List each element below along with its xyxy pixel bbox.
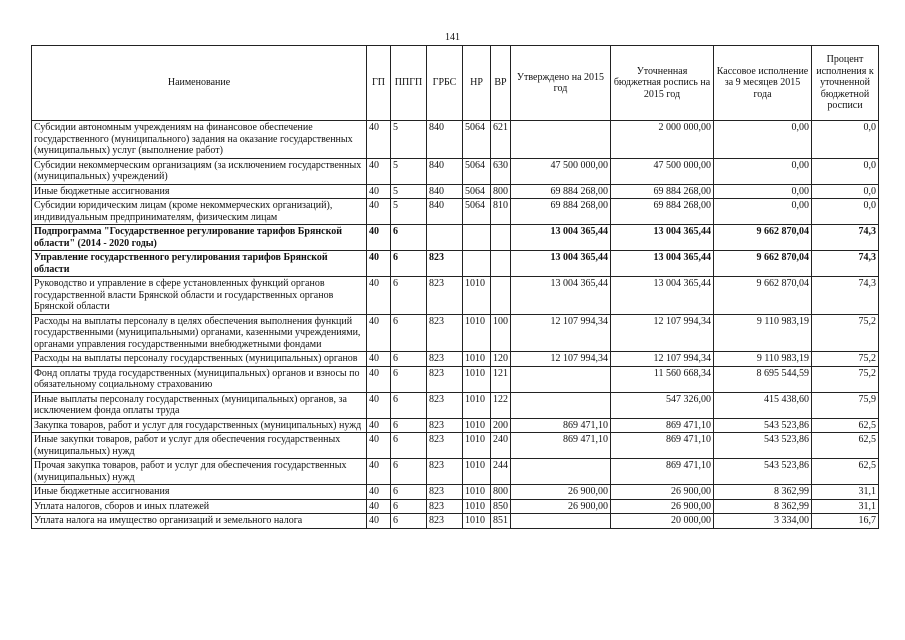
cell-gp: 40 bbox=[367, 459, 391, 485]
cell-cash: 0,00 bbox=[714, 158, 812, 184]
cell-approved bbox=[511, 392, 611, 418]
cell-gp: 40 bbox=[367, 225, 391, 251]
cell-revised: 69 884 268,00 bbox=[611, 199, 714, 225]
cell-gp: 40 bbox=[367, 418, 391, 433]
cell-ppgp: 6 bbox=[391, 514, 427, 529]
table-row bbox=[32, 158, 879, 184]
cell-grbs: 840 bbox=[427, 199, 463, 225]
cell-grbs: 823 bbox=[427, 433, 463, 459]
table-row bbox=[32, 499, 879, 514]
cell-revised: 13 004 365,44 bbox=[611, 225, 714, 251]
table-row bbox=[32, 352, 879, 367]
cell-cash: 543 523,86 bbox=[714, 418, 812, 433]
cell-grbs: 823 bbox=[427, 514, 463, 529]
cell-name: Иные закупки товаров, работ и услуг для обеспечения государственных (муниципальных) нужд bbox=[32, 433, 367, 459]
cell-revised: 2 000 000,00 bbox=[611, 121, 714, 159]
cell-cash: 9 662 870,04 bbox=[714, 251, 812, 277]
cell-name: Расходы на выплаты персоналу государственных (муниципальных) органов bbox=[32, 352, 367, 367]
cell-revised: 20 000,00 bbox=[611, 514, 714, 529]
header-ppgp: ППГП bbox=[391, 46, 427, 121]
cell-vr: 621 bbox=[491, 121, 511, 159]
cell-gp: 40 bbox=[367, 485, 391, 500]
cell-nr: 1010 bbox=[463, 366, 491, 392]
cell-name: Фонд оплаты труда государственных (муниципальных) органов и взносы по обязательному социальному страхованию bbox=[32, 366, 367, 392]
cell-percent: 75,2 bbox=[812, 314, 879, 352]
cell-revised: 26 900,00 bbox=[611, 499, 714, 514]
cell-name: Иные бюджетные ассигнования bbox=[32, 485, 367, 500]
table-row bbox=[32, 392, 879, 418]
cell-gp: 40 bbox=[367, 184, 391, 199]
budget-execution-table bbox=[31, 45, 879, 529]
table-row bbox=[32, 277, 879, 315]
cell-percent: 62,5 bbox=[812, 418, 879, 433]
cell-revised: 47 500 000,00 bbox=[611, 158, 714, 184]
table-row bbox=[32, 433, 879, 459]
cell-nr: 5064 bbox=[463, 199, 491, 225]
cell-approved bbox=[511, 121, 611, 159]
cell-gp: 40 bbox=[367, 366, 391, 392]
cell-cash: 0,00 bbox=[714, 121, 812, 159]
table-row bbox=[32, 251, 879, 277]
cell-vr: 851 bbox=[491, 514, 511, 529]
cell-cash: 3 334,00 bbox=[714, 514, 812, 529]
cell-name: Субсидии некоммерческим организациям (за исключением государственных (муниципальных) учреждений) bbox=[32, 158, 367, 184]
cell-grbs: 840 bbox=[427, 184, 463, 199]
cell-vr: 120 bbox=[491, 352, 511, 367]
cell-nr: 1010 bbox=[463, 392, 491, 418]
cell-name: Подпрограмма "Государственное регулирование тарифов Брянской области" (2014 - 2020 годы) bbox=[32, 225, 367, 251]
cell-cash: 543 523,86 bbox=[714, 459, 812, 485]
cell-grbs: 823 bbox=[427, 485, 463, 500]
cell-percent: 31,1 bbox=[812, 485, 879, 500]
header-nr: НР bbox=[463, 46, 491, 121]
cell-revised: 26 900,00 bbox=[611, 485, 714, 500]
cell-nr: 1010 bbox=[463, 277, 491, 315]
cell-percent: 0,0 bbox=[812, 158, 879, 184]
cell-revised: 69 884 268,00 bbox=[611, 184, 714, 199]
cell-ppgp: 6 bbox=[391, 366, 427, 392]
cell-cash: 8 362,99 bbox=[714, 499, 812, 514]
cell-revised: 12 107 994,34 bbox=[611, 352, 714, 367]
header-gp: ГП bbox=[367, 46, 391, 121]
cell-nr: 1010 bbox=[463, 485, 491, 500]
cell-grbs: 823 bbox=[427, 352, 463, 367]
cell-grbs: 823 bbox=[427, 366, 463, 392]
cell-grbs: 840 bbox=[427, 158, 463, 184]
cell-percent: 62,5 bbox=[812, 433, 879, 459]
cell-revised: 869 471,10 bbox=[611, 418, 714, 433]
table-row bbox=[32, 225, 879, 251]
cell-name: Субсидии юридическим лицам (кроме некоммерческих организаций), индивидуальным предпринимателям, физическим лицам bbox=[32, 199, 367, 225]
cell-approved: 47 500 000,00 bbox=[511, 158, 611, 184]
table-row bbox=[32, 459, 879, 485]
table-row bbox=[32, 121, 879, 159]
cell-gp: 40 bbox=[367, 121, 391, 159]
cell-name: Уплата налогов, сборов и иных платежей bbox=[32, 499, 367, 514]
table-row bbox=[32, 184, 879, 199]
cell-vr: 810 bbox=[491, 199, 511, 225]
cell-approved: 869 471,10 bbox=[511, 418, 611, 433]
cell-nr: 1010 bbox=[463, 352, 491, 367]
cell-vr bbox=[491, 277, 511, 315]
table-header-row bbox=[32, 46, 879, 121]
header-name: Наименование bbox=[32, 46, 367, 121]
cell-ppgp: 6 bbox=[391, 433, 427, 459]
cell-grbs: 823 bbox=[427, 277, 463, 315]
cell-approved: 13 004 365,44 bbox=[511, 225, 611, 251]
table-body bbox=[32, 121, 879, 529]
cell-vr: 800 bbox=[491, 184, 511, 199]
cell-approved: 12 107 994,34 bbox=[511, 352, 611, 367]
cell-approved: 13 004 365,44 bbox=[511, 251, 611, 277]
cell-cash: 9 662 870,04 bbox=[714, 277, 812, 315]
cell-nr: 5064 bbox=[463, 158, 491, 184]
cell-nr: 1010 bbox=[463, 514, 491, 529]
table-row bbox=[32, 199, 879, 225]
cell-vr bbox=[491, 225, 511, 251]
cell-approved: 26 900,00 bbox=[511, 499, 611, 514]
table-row bbox=[32, 485, 879, 500]
header-approved: Утверждено на 2015 год bbox=[511, 46, 611, 121]
cell-cash: 543 523,86 bbox=[714, 433, 812, 459]
cell-vr: 850 bbox=[491, 499, 511, 514]
cell-nr: 1010 bbox=[463, 314, 491, 352]
cell-cash: 8 362,99 bbox=[714, 485, 812, 500]
cell-cash: 0,00 bbox=[714, 199, 812, 225]
cell-gp: 40 bbox=[367, 251, 391, 277]
cell-vr: 200 bbox=[491, 418, 511, 433]
cell-ppgp: 5 bbox=[391, 199, 427, 225]
header-cash: Кассовое исполнение за 9 месяцев 2015 года bbox=[714, 46, 812, 121]
cell-grbs: 823 bbox=[427, 499, 463, 514]
cell-name: Расходы на выплаты персоналу в целях обеспечения выполнения функций государственными (муниципальными) органами, казенными учреждениями, органами управления государственными внебюджетными фондами bbox=[32, 314, 367, 352]
table-row bbox=[32, 514, 879, 529]
cell-vr: 800 bbox=[491, 485, 511, 500]
header-revised: Уточненная бюджетная роспись на 2015 год bbox=[611, 46, 714, 121]
cell-gp: 40 bbox=[367, 514, 391, 529]
cell-ppgp: 6 bbox=[391, 352, 427, 367]
cell-vr: 121 bbox=[491, 366, 511, 392]
cell-approved: 69 884 268,00 bbox=[511, 199, 611, 225]
cell-gp: 40 bbox=[367, 499, 391, 514]
cell-grbs bbox=[427, 225, 463, 251]
cell-gp: 40 bbox=[367, 277, 391, 315]
cell-percent: 0,0 bbox=[812, 121, 879, 159]
cell-revised: 12 107 994,34 bbox=[611, 314, 714, 352]
cell-gp: 40 bbox=[367, 158, 391, 184]
cell-cash: 9 110 983,19 bbox=[714, 352, 812, 367]
cell-vr: 240 bbox=[491, 433, 511, 459]
cell-ppgp: 6 bbox=[391, 418, 427, 433]
cell-gp: 40 bbox=[367, 433, 391, 459]
cell-percent: 31,1 bbox=[812, 499, 879, 514]
cell-nr: 1010 bbox=[463, 459, 491, 485]
page-number: 141 bbox=[445, 32, 460, 43]
cell-name: Прочая закупка товаров, работ и услуг для обеспечения государственных (муниципальных) нужд bbox=[32, 459, 367, 485]
cell-ppgp: 6 bbox=[391, 251, 427, 277]
cell-name: Иные выплаты персоналу государственных (муниципальных) органов, за исключением фонда оплаты труда bbox=[32, 392, 367, 418]
cell-percent: 75,2 bbox=[812, 366, 879, 392]
cell-cash: 8 695 544,59 bbox=[714, 366, 812, 392]
cell-percent: 74,3 bbox=[812, 225, 879, 251]
cell-ppgp: 6 bbox=[391, 277, 427, 315]
cell-revised: 869 471,10 bbox=[611, 459, 714, 485]
cell-percent: 62,5 bbox=[812, 459, 879, 485]
cell-percent: 0,0 bbox=[812, 184, 879, 199]
cell-approved bbox=[511, 366, 611, 392]
cell-grbs: 840 bbox=[427, 121, 463, 159]
cell-cash: 9 662 870,04 bbox=[714, 225, 812, 251]
cell-name: Управление государственного регулирования тарифов Брянской области bbox=[32, 251, 367, 277]
cell-nr: 1010 bbox=[463, 499, 491, 514]
header-percent: Процент исполнения к уточненной бюджетной росписи bbox=[812, 46, 879, 121]
cell-percent: 0,0 bbox=[812, 199, 879, 225]
cell-approved: 13 004 365,44 bbox=[511, 277, 611, 315]
cell-approved: 69 884 268,00 bbox=[511, 184, 611, 199]
cell-grbs: 823 bbox=[427, 314, 463, 352]
header-vr: ВР bbox=[491, 46, 511, 121]
cell-ppgp: 6 bbox=[391, 485, 427, 500]
cell-percent: 75,9 bbox=[812, 392, 879, 418]
cell-gp: 40 bbox=[367, 392, 391, 418]
cell-approved: 869 471,10 bbox=[511, 433, 611, 459]
cell-name: Иные бюджетные ассигнования bbox=[32, 184, 367, 199]
cell-percent: 74,3 bbox=[812, 277, 879, 315]
cell-gp: 40 bbox=[367, 352, 391, 367]
cell-approved: 26 900,00 bbox=[511, 485, 611, 500]
cell-percent: 75,2 bbox=[812, 352, 879, 367]
cell-ppgp: 6 bbox=[391, 499, 427, 514]
cell-percent: 74,3 bbox=[812, 251, 879, 277]
table-row bbox=[32, 366, 879, 392]
cell-nr: 5064 bbox=[463, 121, 491, 159]
cell-name: Закупка товаров, работ и услуг для государственных (муниципальных) нужд bbox=[32, 418, 367, 433]
cell-cash: 415 438,60 bbox=[714, 392, 812, 418]
cell-approved bbox=[511, 459, 611, 485]
cell-name: Руководство и управление в сфере установленных функций органов государственной власти Брянской области и государственных органов Брянской области bbox=[32, 277, 367, 315]
cell-ppgp: 5 bbox=[391, 121, 427, 159]
cell-revised: 13 004 365,44 bbox=[611, 277, 714, 315]
cell-name: Уплата налога на имущество организаций и земельного налога bbox=[32, 514, 367, 529]
cell-ppgp: 6 bbox=[391, 392, 427, 418]
table-row bbox=[32, 418, 879, 433]
cell-nr: 5064 bbox=[463, 184, 491, 199]
cell-vr: 100 bbox=[491, 314, 511, 352]
cell-cash: 0,00 bbox=[714, 184, 812, 199]
cell-vr: 630 bbox=[491, 158, 511, 184]
cell-revised: 547 326,00 bbox=[611, 392, 714, 418]
cell-percent: 16,7 bbox=[812, 514, 879, 529]
cell-ppgp: 6 bbox=[391, 314, 427, 352]
cell-revised: 11 560 668,34 bbox=[611, 366, 714, 392]
header-grbs: ГРБС bbox=[427, 46, 463, 121]
cell-revised: 13 004 365,44 bbox=[611, 251, 714, 277]
cell-grbs: 823 bbox=[427, 418, 463, 433]
cell-vr bbox=[491, 251, 511, 277]
cell-nr: 1010 bbox=[463, 418, 491, 433]
cell-grbs: 823 bbox=[427, 392, 463, 418]
cell-gp: 40 bbox=[367, 199, 391, 225]
cell-approved: 12 107 994,34 bbox=[511, 314, 611, 352]
cell-approved bbox=[511, 514, 611, 529]
cell-ppgp: 5 bbox=[391, 158, 427, 184]
cell-gp: 40 bbox=[367, 314, 391, 352]
cell-revised: 869 471,10 bbox=[611, 433, 714, 459]
cell-nr bbox=[463, 251, 491, 277]
cell-name: Субсидии автономным учреждениям на финансовое обеспечение государственного (муниципального) задания на оказание государственных (муниципальных) услуг (выполнение работ) bbox=[32, 121, 367, 159]
table-row bbox=[32, 314, 879, 352]
cell-vr: 122 bbox=[491, 392, 511, 418]
cell-nr: 1010 bbox=[463, 433, 491, 459]
cell-ppgp: 6 bbox=[391, 225, 427, 251]
cell-grbs: 823 bbox=[427, 459, 463, 485]
cell-ppgp: 5 bbox=[391, 184, 427, 199]
cell-ppgp: 6 bbox=[391, 459, 427, 485]
cell-cash: 9 110 983,19 bbox=[714, 314, 812, 352]
cell-vr: 244 bbox=[491, 459, 511, 485]
cell-grbs: 823 bbox=[427, 251, 463, 277]
cell-nr bbox=[463, 225, 491, 251]
